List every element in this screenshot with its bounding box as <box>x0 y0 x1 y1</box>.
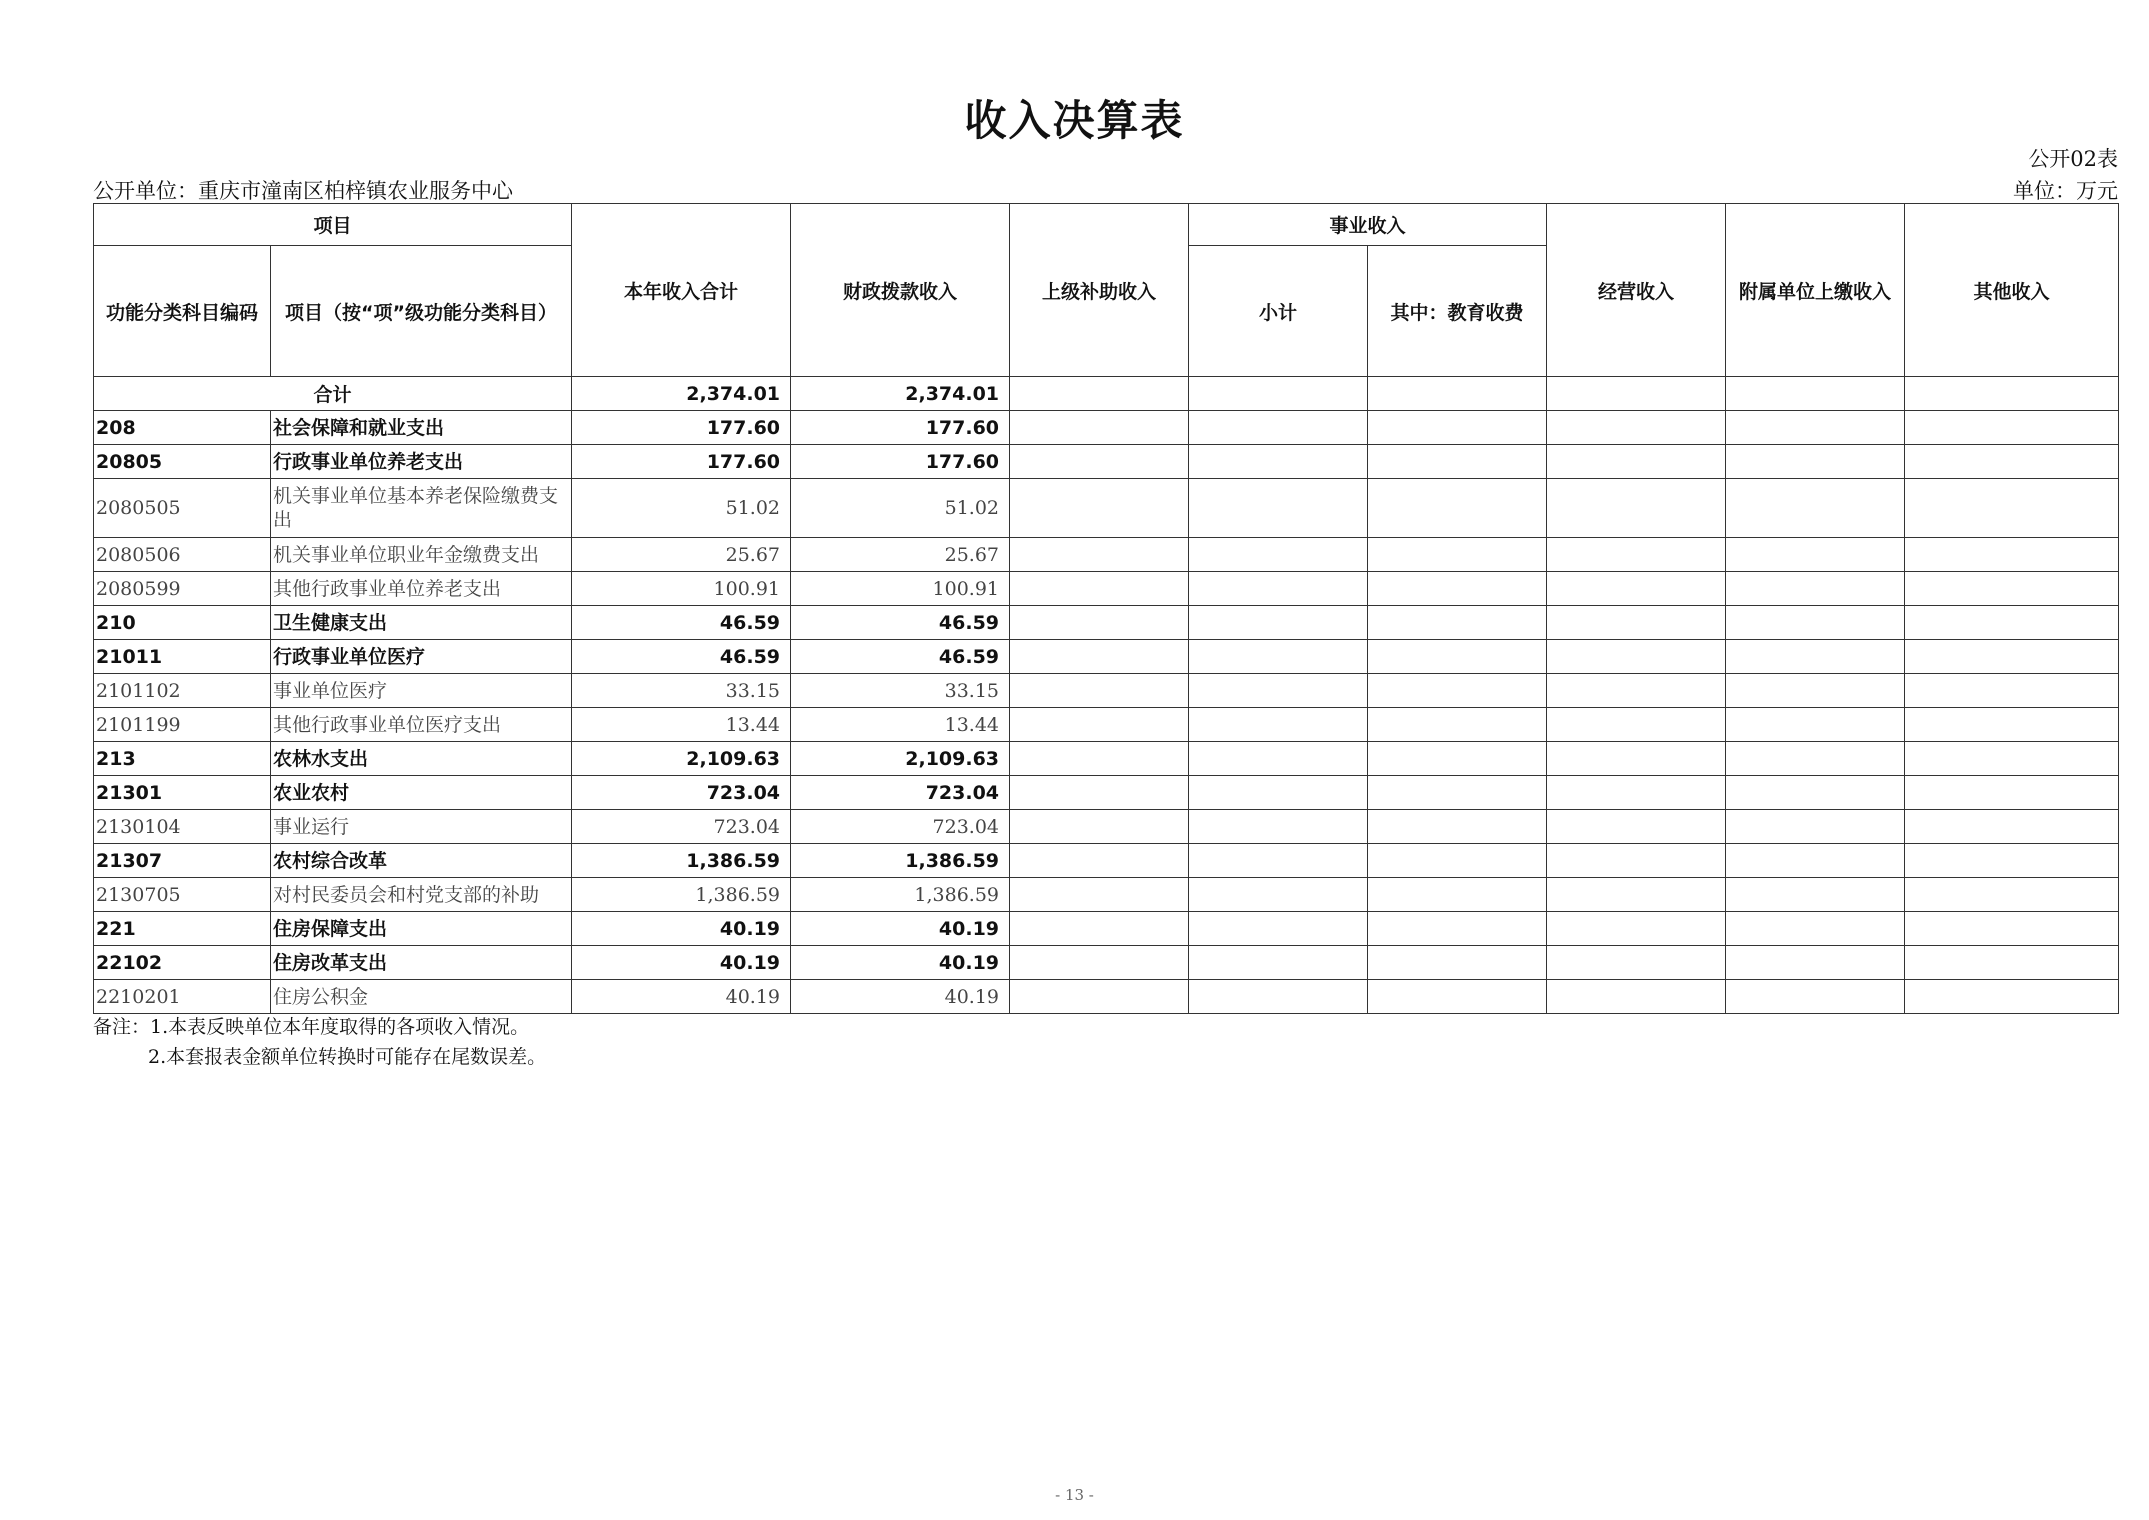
income-table <box>93 203 2119 1014</box>
row-name: 行政事业单位养老支出 <box>271 445 572 479</box>
empty-cell <box>1905 640 2119 674</box>
empty-cell <box>1905 708 2119 742</box>
empty-cell <box>1547 411 1726 445</box>
row-name: 行政事业单位医疗 <box>271 640 572 674</box>
empty-cell <box>1189 776 1368 810</box>
table-row <box>94 708 2119 742</box>
header-fiscal: 财政拨款收入 <box>791 204 1010 377</box>
row-name: 事业单位医疗 <box>271 674 572 708</box>
table-row <box>94 606 2119 640</box>
empty-cell <box>1547 445 1726 479</box>
row-fiscal: 177.60 <box>791 411 1010 445</box>
row-code: 21301 <box>94 776 271 810</box>
row-code: 21307 <box>94 844 271 878</box>
empty-cell <box>1189 377 1368 411</box>
row-fiscal: 723.04 <box>791 810 1010 844</box>
empty-cell <box>1726 377 1905 411</box>
row-fiscal: 40.19 <box>791 912 1010 946</box>
empty-cell <box>1368 878 1547 912</box>
row-fiscal: 723.04 <box>791 776 1010 810</box>
row-code: 2130104 <box>94 810 271 844</box>
row-fiscal: 2,109.63 <box>791 742 1010 776</box>
total-amount: 2,374.01 <box>572 377 791 411</box>
empty-cell <box>1905 538 2119 572</box>
row-name: 农村综合改革 <box>271 844 572 878</box>
empty-cell <box>1368 810 1547 844</box>
empty-cell <box>1905 776 2119 810</box>
table-row <box>94 980 2119 1014</box>
table-row <box>94 878 2119 912</box>
row-code: 2080506 <box>94 538 271 572</box>
header-education: 其中：教育收费 <box>1368 246 1547 377</box>
empty-cell <box>1189 844 1368 878</box>
empty-cell <box>1726 640 1905 674</box>
row-total: 723.04 <box>572 776 791 810</box>
empty-cell <box>1189 674 1368 708</box>
empty-cell <box>1547 377 1726 411</box>
empty-cell <box>1010 844 1189 878</box>
row-total: 40.19 <box>572 912 791 946</box>
header-superior: 上级补助收入 <box>1010 204 1189 377</box>
empty-cell <box>1368 912 1547 946</box>
empty-cell <box>1905 411 2119 445</box>
empty-cell <box>1189 538 1368 572</box>
empty-cell <box>1726 810 1905 844</box>
table-row <box>94 844 2119 878</box>
empty-cell <box>1368 674 1547 708</box>
currency-unit: 单位：万元 <box>2013 179 2118 203</box>
empty-cell <box>1189 572 1368 606</box>
header-other: 其他收入 <box>1905 204 2119 377</box>
row-code: 210 <box>94 606 271 640</box>
empty-cell <box>1726 878 1905 912</box>
row-fiscal: 46.59 <box>791 606 1010 640</box>
row-name: 农林水支出 <box>271 742 572 776</box>
row-name: 对村民委员会和村党支部的补助 <box>271 878 572 912</box>
empty-cell <box>1726 912 1905 946</box>
empty-cell <box>1010 572 1189 606</box>
empty-cell <box>1010 640 1189 674</box>
empty-cell <box>1368 708 1547 742</box>
empty-cell <box>1905 445 2119 479</box>
header-business-income: 事业收入 <box>1189 204 1547 246</box>
row-name: 住房保障支出 <box>271 912 572 946</box>
empty-cell <box>1010 411 1189 445</box>
empty-cell <box>1189 742 1368 776</box>
empty-cell <box>1547 479 1726 538</box>
row-total: 1,386.59 <box>572 844 791 878</box>
empty-cell <box>1547 878 1726 912</box>
empty-cell <box>1368 377 1547 411</box>
table-row <box>94 742 2119 776</box>
empty-cell <box>1547 776 1726 810</box>
row-total: 177.60 <box>572 445 791 479</box>
note-line-2: 2.本套报表金额单位转换时可能存在尾数误差。 <box>148 1046 547 1068</box>
row-name: 住房公积金 <box>271 980 572 1014</box>
empty-cell <box>1189 980 1368 1014</box>
empty-cell <box>1010 776 1189 810</box>
empty-cell <box>1189 946 1368 980</box>
empty-cell <box>1547 980 1726 1014</box>
note-line-1: 备注：1.本表反映单位本年度取得的各项收入情况。 <box>93 1016 530 1038</box>
empty-cell <box>1368 844 1547 878</box>
notes <box>93 1012 546 1072</box>
row-code: 2080505 <box>94 479 271 538</box>
empty-cell <box>1010 479 1189 538</box>
row-total: 100.91 <box>572 572 791 606</box>
empty-cell <box>1368 479 1547 538</box>
header-operating: 经营收入 <box>1547 204 1726 377</box>
row-name: 机关事业单位职业年金缴费支出 <box>271 538 572 572</box>
empty-cell <box>1189 606 1368 640</box>
table-row <box>94 445 2119 479</box>
empty-cell <box>1010 674 1189 708</box>
empty-cell <box>1368 742 1547 776</box>
row-code: 221 <box>94 912 271 946</box>
empty-cell <box>1368 640 1547 674</box>
row-code: 2080599 <box>94 572 271 606</box>
empty-cell <box>1905 844 2119 878</box>
row-code: 208 <box>94 411 271 445</box>
empty-cell <box>1010 946 1189 980</box>
empty-cell <box>1368 538 1547 572</box>
table-row <box>94 479 2119 538</box>
empty-cell <box>1547 708 1726 742</box>
row-total: 40.19 <box>572 980 791 1014</box>
empty-cell <box>1010 708 1189 742</box>
empty-cell <box>1547 844 1726 878</box>
empty-cell <box>1368 776 1547 810</box>
empty-cell <box>1368 445 1547 479</box>
row-name: 社会保障和就业支出 <box>271 411 572 445</box>
empty-cell <box>1368 572 1547 606</box>
empty-cell <box>1726 411 1905 445</box>
row-fiscal: 100.91 <box>791 572 1010 606</box>
empty-cell <box>1010 980 1189 1014</box>
empty-cell <box>1189 912 1368 946</box>
reporting-unit: 公开单位：重庆市潼南区柏梓镇农业服务中心 <box>93 179 513 203</box>
empty-cell <box>1189 479 1368 538</box>
empty-cell <box>1547 640 1726 674</box>
empty-cell <box>1010 742 1189 776</box>
empty-cell <box>1905 479 2119 538</box>
row-total: 177.60 <box>572 411 791 445</box>
header-func-code: 功能分类科目编码 <box>94 246 271 377</box>
empty-cell <box>1368 411 1547 445</box>
row-fiscal: 46.59 <box>791 640 1010 674</box>
empty-cell <box>1905 980 2119 1014</box>
empty-cell <box>1726 538 1905 572</box>
row-code: 20805 <box>94 445 271 479</box>
empty-cell <box>1010 878 1189 912</box>
header-total: 本年收入合计 <box>572 204 791 377</box>
empty-cell <box>1189 708 1368 742</box>
row-name: 事业运行 <box>271 810 572 844</box>
row-name: 机关事业单位基本养老保险缴费支出 <box>271 479 572 538</box>
table-row <box>94 538 2119 572</box>
row-fiscal: 25.67 <box>791 538 1010 572</box>
table-row <box>94 912 2119 946</box>
empty-cell <box>1010 445 1189 479</box>
row-total: 46.59 <box>572 606 791 640</box>
empty-cell <box>1368 606 1547 640</box>
row-total: 33.15 <box>572 674 791 708</box>
empty-cell <box>1726 844 1905 878</box>
empty-cell <box>1905 946 2119 980</box>
row-total: 1,386.59 <box>572 878 791 912</box>
row-fiscal: 1,386.59 <box>791 878 1010 912</box>
table-row <box>94 674 2119 708</box>
empty-cell <box>1547 674 1726 708</box>
page-title: 收入决算表 <box>964 96 1185 145</box>
row-code: 2101102 <box>94 674 271 708</box>
row-code: 2101199 <box>94 708 271 742</box>
empty-cell <box>1726 980 1905 1014</box>
page-number: - 13 - <box>1055 1486 1094 1504</box>
empty-cell <box>1010 606 1189 640</box>
empty-cell <box>1905 377 2119 411</box>
empty-cell <box>1189 640 1368 674</box>
row-name: 农业农村 <box>271 776 572 810</box>
empty-cell <box>1547 946 1726 980</box>
row-name: 卫生健康支出 <box>271 606 572 640</box>
row-fiscal: 51.02 <box>791 479 1010 538</box>
header-func-name: 项目（按“项”级功能分类科目） <box>271 246 572 377</box>
empty-cell <box>1010 377 1189 411</box>
row-total: 46.59 <box>572 640 791 674</box>
empty-cell <box>1905 606 2119 640</box>
empty-cell <box>1905 810 2119 844</box>
empty-cell <box>1368 946 1547 980</box>
row-code: 22102 <box>94 946 271 980</box>
empty-cell <box>1547 538 1726 572</box>
table-row <box>94 776 2119 810</box>
header-row-1 <box>94 204 2119 246</box>
empty-cell <box>1189 411 1368 445</box>
empty-cell <box>1189 810 1368 844</box>
row-total: 25.67 <box>572 538 791 572</box>
empty-cell <box>1905 674 2119 708</box>
empty-cell <box>1726 946 1905 980</box>
empty-cell <box>1726 445 1905 479</box>
table-body <box>94 377 2119 1014</box>
row-name: 其他行政事业单位医疗支出 <box>271 708 572 742</box>
row-code: 2210201 <box>94 980 271 1014</box>
empty-cell <box>1547 606 1726 640</box>
row-total: 2,109.63 <box>572 742 791 776</box>
empty-cell <box>1189 445 1368 479</box>
empty-cell <box>1905 742 2119 776</box>
row-code: 2130705 <box>94 878 271 912</box>
empty-cell <box>1547 572 1726 606</box>
empty-cell <box>1010 538 1189 572</box>
total-row <box>94 377 2119 411</box>
empty-cell <box>1726 708 1905 742</box>
row-fiscal: 177.60 <box>791 445 1010 479</box>
row-total: 40.19 <box>572 946 791 980</box>
header-project: 项目 <box>94 204 572 246</box>
empty-cell <box>1726 606 1905 640</box>
table-row <box>94 640 2119 674</box>
empty-cell <box>1905 912 2119 946</box>
empty-cell <box>1726 742 1905 776</box>
row-fiscal: 1,386.59 <box>791 844 1010 878</box>
table-row <box>94 810 2119 844</box>
empty-cell <box>1726 572 1905 606</box>
empty-cell <box>1726 776 1905 810</box>
empty-cell <box>1905 878 2119 912</box>
total-label: 合计 <box>94 377 572 411</box>
empty-cell <box>1189 878 1368 912</box>
row-total: 723.04 <box>572 810 791 844</box>
row-fiscal: 40.19 <box>791 946 1010 980</box>
empty-cell <box>1726 674 1905 708</box>
row-code: 21011 <box>94 640 271 674</box>
form-number: 公开02表 <box>2028 147 2118 171</box>
header-affiliated: 附属单位上缴收入 <box>1726 204 1905 377</box>
table-row <box>94 572 2119 606</box>
empty-cell <box>1547 810 1726 844</box>
table-row <box>94 411 2119 445</box>
row-fiscal: 13.44 <box>791 708 1010 742</box>
row-fiscal: 40.19 <box>791 980 1010 1014</box>
row-fiscal: 33.15 <box>791 674 1010 708</box>
empty-cell <box>1010 810 1189 844</box>
table-row <box>94 946 2119 980</box>
empty-cell <box>1726 479 1905 538</box>
empty-cell <box>1547 912 1726 946</box>
empty-cell <box>1905 572 2119 606</box>
row-code: 213 <box>94 742 271 776</box>
row-total: 51.02 <box>572 479 791 538</box>
header-subtotal: 小计 <box>1189 246 1368 377</box>
empty-cell <box>1010 912 1189 946</box>
row-name: 住房改革支出 <box>271 946 572 980</box>
row-total: 13.44 <box>572 708 791 742</box>
total-fiscal: 2,374.01 <box>791 377 1010 411</box>
row-name: 其他行政事业单位养老支出 <box>271 572 572 606</box>
empty-cell <box>1547 742 1726 776</box>
empty-cell <box>1368 980 1547 1014</box>
